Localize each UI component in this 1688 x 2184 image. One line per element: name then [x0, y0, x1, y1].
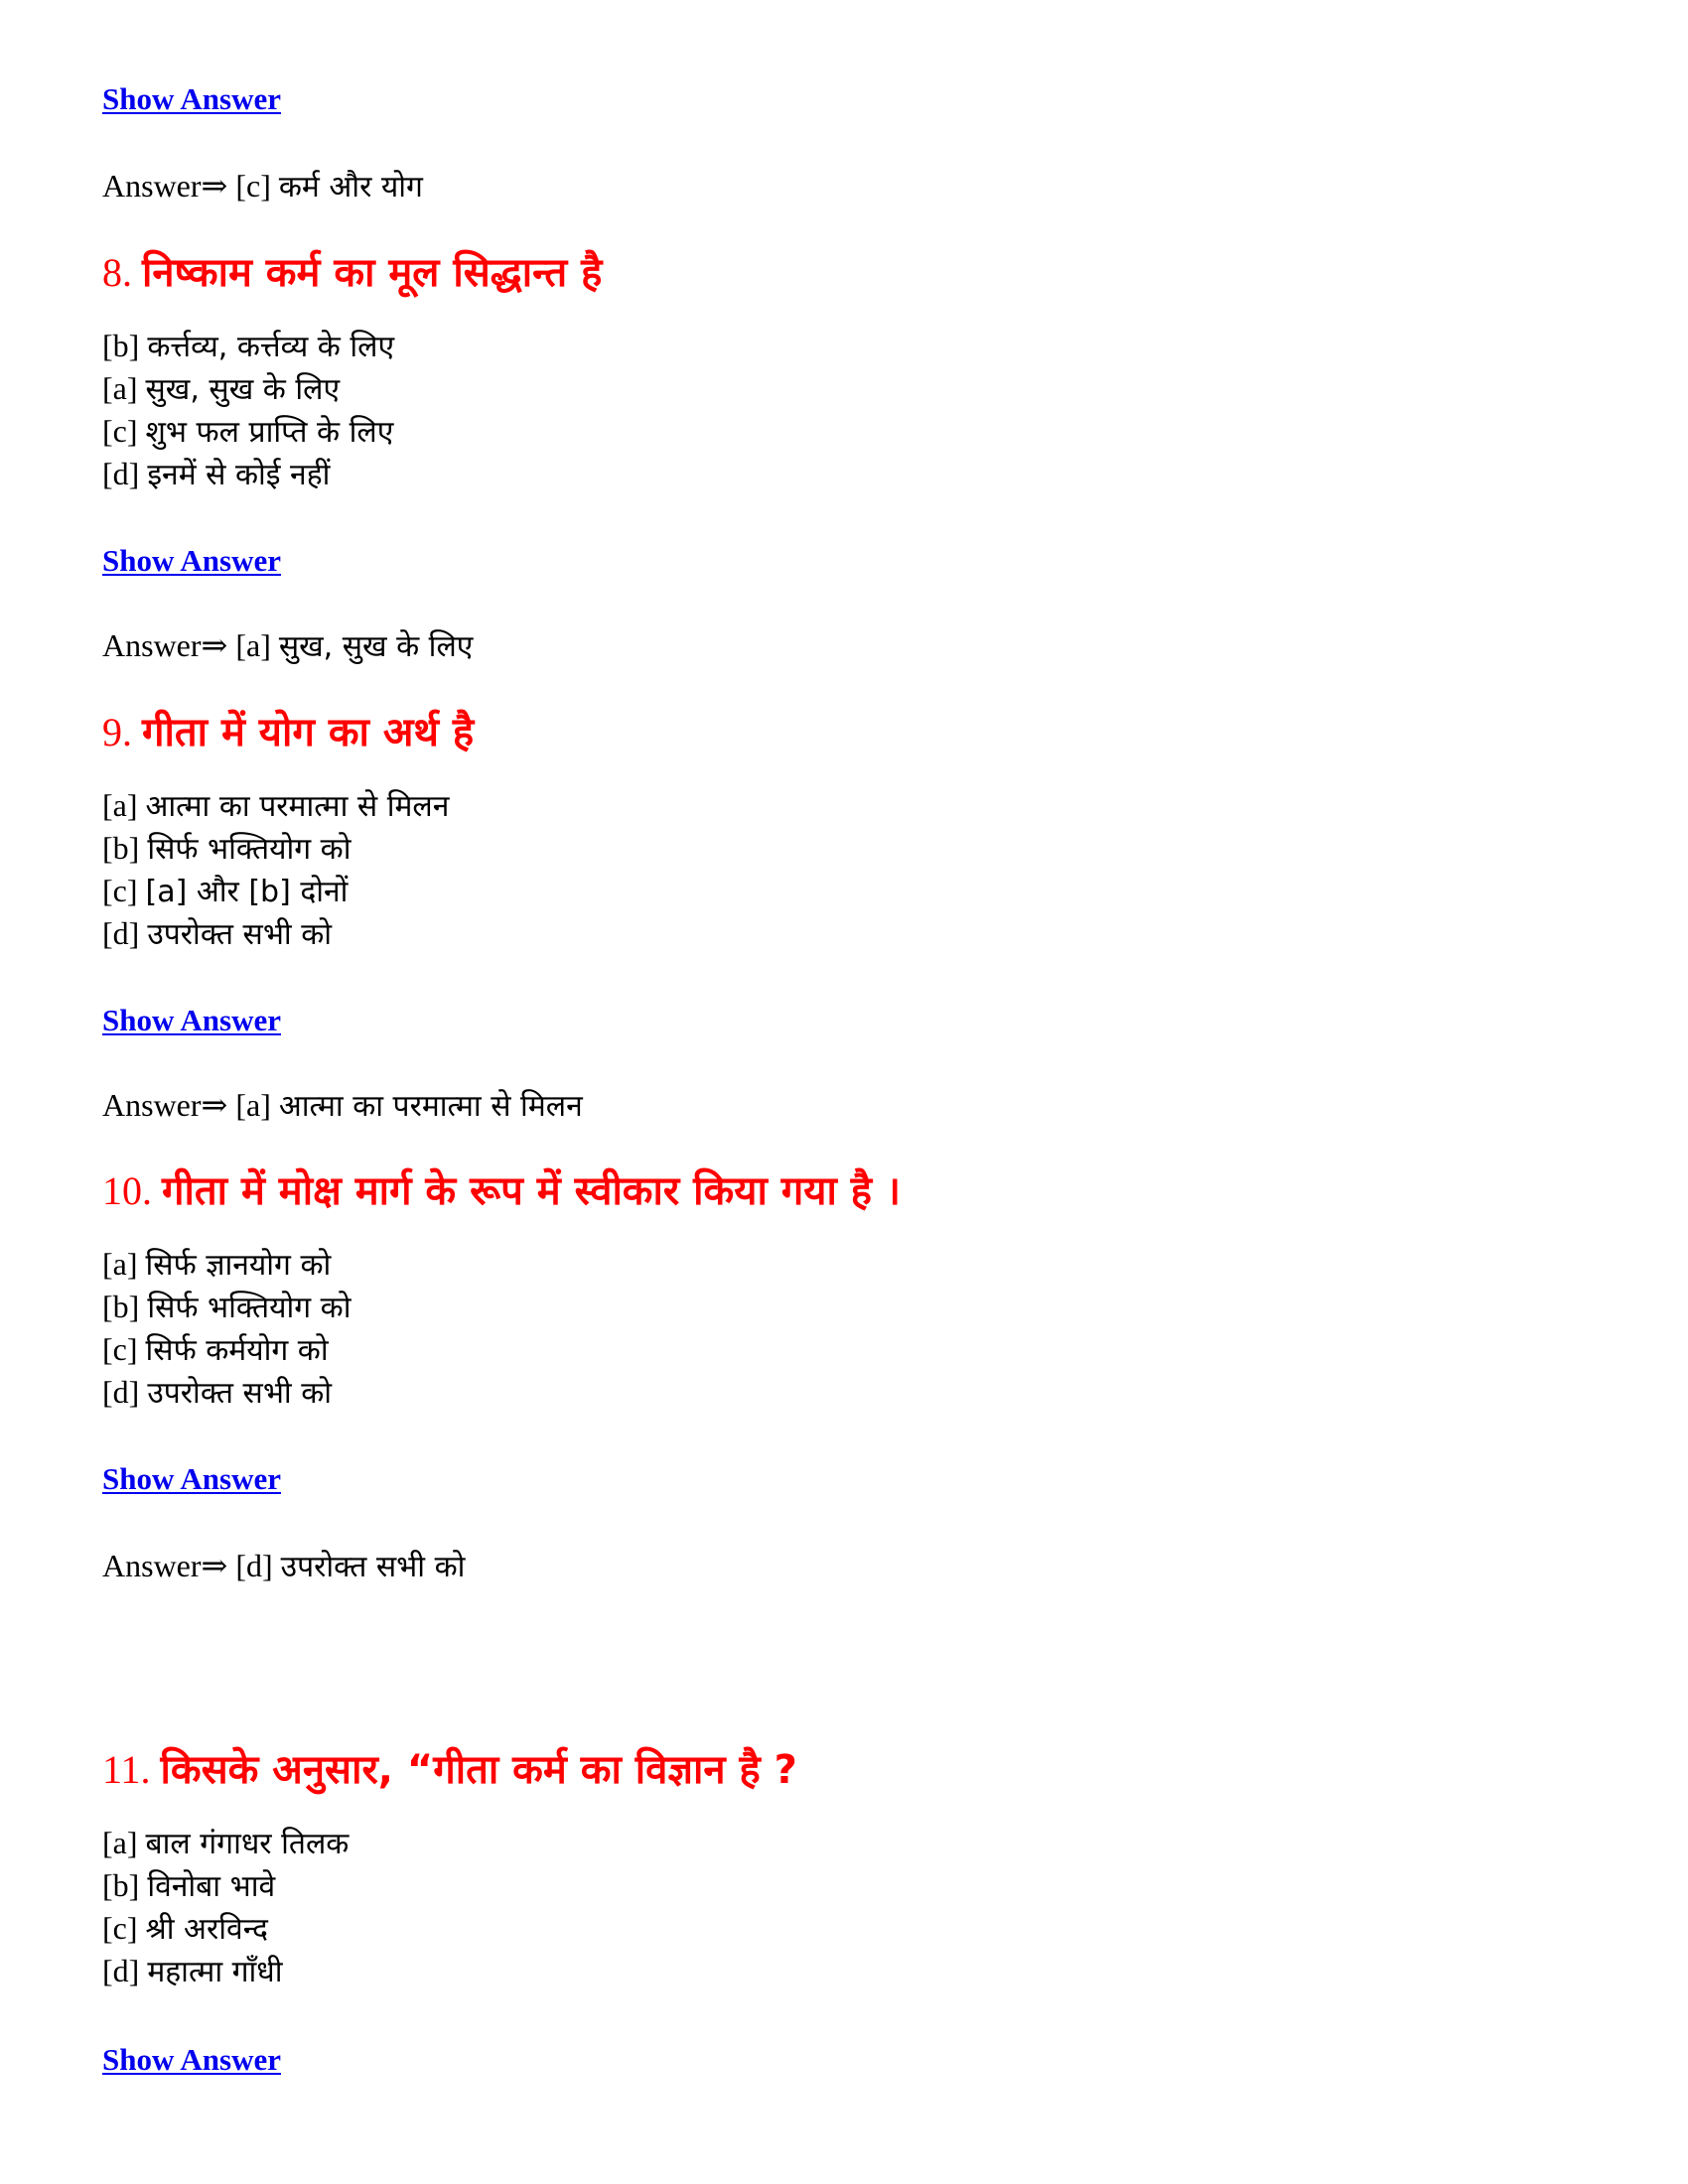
- option-q10-4: [102, 1371, 332, 1412]
- answer-q8: [102, 624, 473, 665]
- question-heading-q8: [102, 243, 602, 298]
- question-title: निष्काम कर्म का मूल सिद्धान्त है: [142, 250, 603, 296]
- option-key: [a]: [102, 370, 138, 406]
- option-key: [b]: [102, 830, 140, 866]
- option-key: [d]: [102, 1374, 140, 1410]
- option-text: सुख, सुख के लिए: [145, 372, 341, 407]
- option-key: [a]: [102, 1246, 138, 1282]
- question-heading-q9: [102, 703, 474, 757]
- option-q9-4: [102, 912, 332, 953]
- option-text: [a] और [b] दोनों: [145, 875, 349, 909]
- option-key: [b]: [102, 1867, 140, 1903]
- option-key: [d]: [102, 456, 140, 491]
- option-key: [d]: [102, 915, 140, 951]
- question-title: गीता में मोक्ष मार्ग के रूप में स्वीकार किया गया है ।: [162, 1168, 902, 1214]
- option-q11-2: [102, 1864, 275, 1905]
- question-heading-q10: [102, 1161, 901, 1216]
- answer-text: कर्म और योग: [278, 170, 423, 205]
- option-text: सिर्फ ज्ञानयोग को: [145, 1248, 332, 1283]
- answer-q10: [102, 1545, 465, 1585]
- option-q9-1: [102, 784, 449, 825]
- option-text: सिर्फ कर्मयोग को: [145, 1333, 329, 1368]
- option-q11-3: [102, 1907, 268, 1948]
- option-q10-1: [102, 1243, 331, 1284]
- option-text: सिर्फ भक्तियोग को: [147, 1291, 352, 1325]
- answer-key: [a]: [235, 1087, 271, 1123]
- question-number: 9.: [102, 710, 132, 754]
- option-q10-3: [102, 1328, 329, 1369]
- option-text: सिर्फ भक्तियोग को: [147, 832, 352, 867]
- option-q9-3: [102, 870, 348, 910]
- option-key: [c]: [102, 1331, 138, 1367]
- option-key: [b]: [102, 328, 140, 363]
- question-heading-q11: [102, 1740, 797, 1795]
- question-number: 10.: [102, 1168, 152, 1213]
- option-text: आत्मा का परमात्मा से मिलन: [145, 789, 450, 824]
- option-q10-2: [102, 1286, 351, 1326]
- show-answer-link-q10[interactable]: Show Answer: [102, 1461, 282, 1496]
- option-q8-1: [102, 325, 394, 365]
- option-text: इनमें से कोई नहीं: [147, 458, 331, 492]
- option-key: [b]: [102, 1289, 140, 1324]
- option-key: [a]: [102, 1825, 138, 1860]
- option-key: [a]: [102, 787, 138, 823]
- answer-prefix: Answer⇒: [102, 627, 228, 663]
- option-key: [d]: [102, 1953, 140, 1988]
- answer-q7: [102, 165, 423, 205]
- option-key: [c]: [102, 1910, 138, 1946]
- question-title: किसके अनुसार, “गीता कर्म का विज्ञान है ?: [160, 1747, 797, 1793]
- question-number: 8.: [102, 250, 132, 295]
- answer-text: आत्मा का परमात्मा से मिलन: [278, 1089, 583, 1124]
- answer-text: सुख, सुख के लिए: [278, 629, 474, 664]
- answer-prefix: Answer⇒: [102, 168, 228, 204]
- option-q11-4: [102, 1950, 283, 1990]
- option-key: [c]: [102, 413, 138, 449]
- option-q8-2: [102, 367, 340, 408]
- option-text: श्री अरविन्द: [145, 1912, 268, 1947]
- option-q8-3: [102, 410, 393, 451]
- show-answer-link-q7[interactable]: Show Answer: [102, 81, 282, 116]
- question-number: 11.: [102, 1747, 151, 1792]
- option-q11-1: [102, 1822, 349, 1862]
- option-text: महात्मा गाँधी: [147, 1955, 283, 1989]
- option-text: शुभ फल प्राप्ति के लिए: [145, 415, 394, 450]
- option-text: उपरोक्त सभी को: [147, 1376, 333, 1411]
- answer-prefix: Answer⇒: [102, 1548, 228, 1583]
- answer-key: [a]: [235, 627, 271, 663]
- option-text: उपरोक्त सभी को: [147, 917, 333, 952]
- show-answer-link-q8[interactable]: Show Answer: [102, 543, 282, 578]
- option-key: [c]: [102, 873, 138, 908]
- option-text: बाल गंगाधर तिलक: [145, 1827, 350, 1861]
- option-text: विनोबा भावे: [147, 1869, 276, 1904]
- question-title: गीता में योग का अर्थ है: [142, 710, 475, 755]
- show-answer-link-q11[interactable]: Show Answer: [102, 2042, 282, 2077]
- option-q9-2: [102, 827, 351, 868]
- option-text: कर्त्तव्य, कर्त्तव्य के लिए: [147, 330, 395, 364]
- answer-q9: [102, 1084, 583, 1125]
- show-answer-link-q9[interactable]: Show Answer: [102, 1003, 282, 1037]
- option-q8-4: [102, 453, 330, 493]
- answer-prefix: Answer⇒: [102, 1087, 228, 1123]
- answer-text: उपरोक्त सभी को: [280, 1550, 466, 1584]
- answer-key: [c]: [235, 168, 271, 204]
- answer-key: [d]: [235, 1548, 273, 1583]
